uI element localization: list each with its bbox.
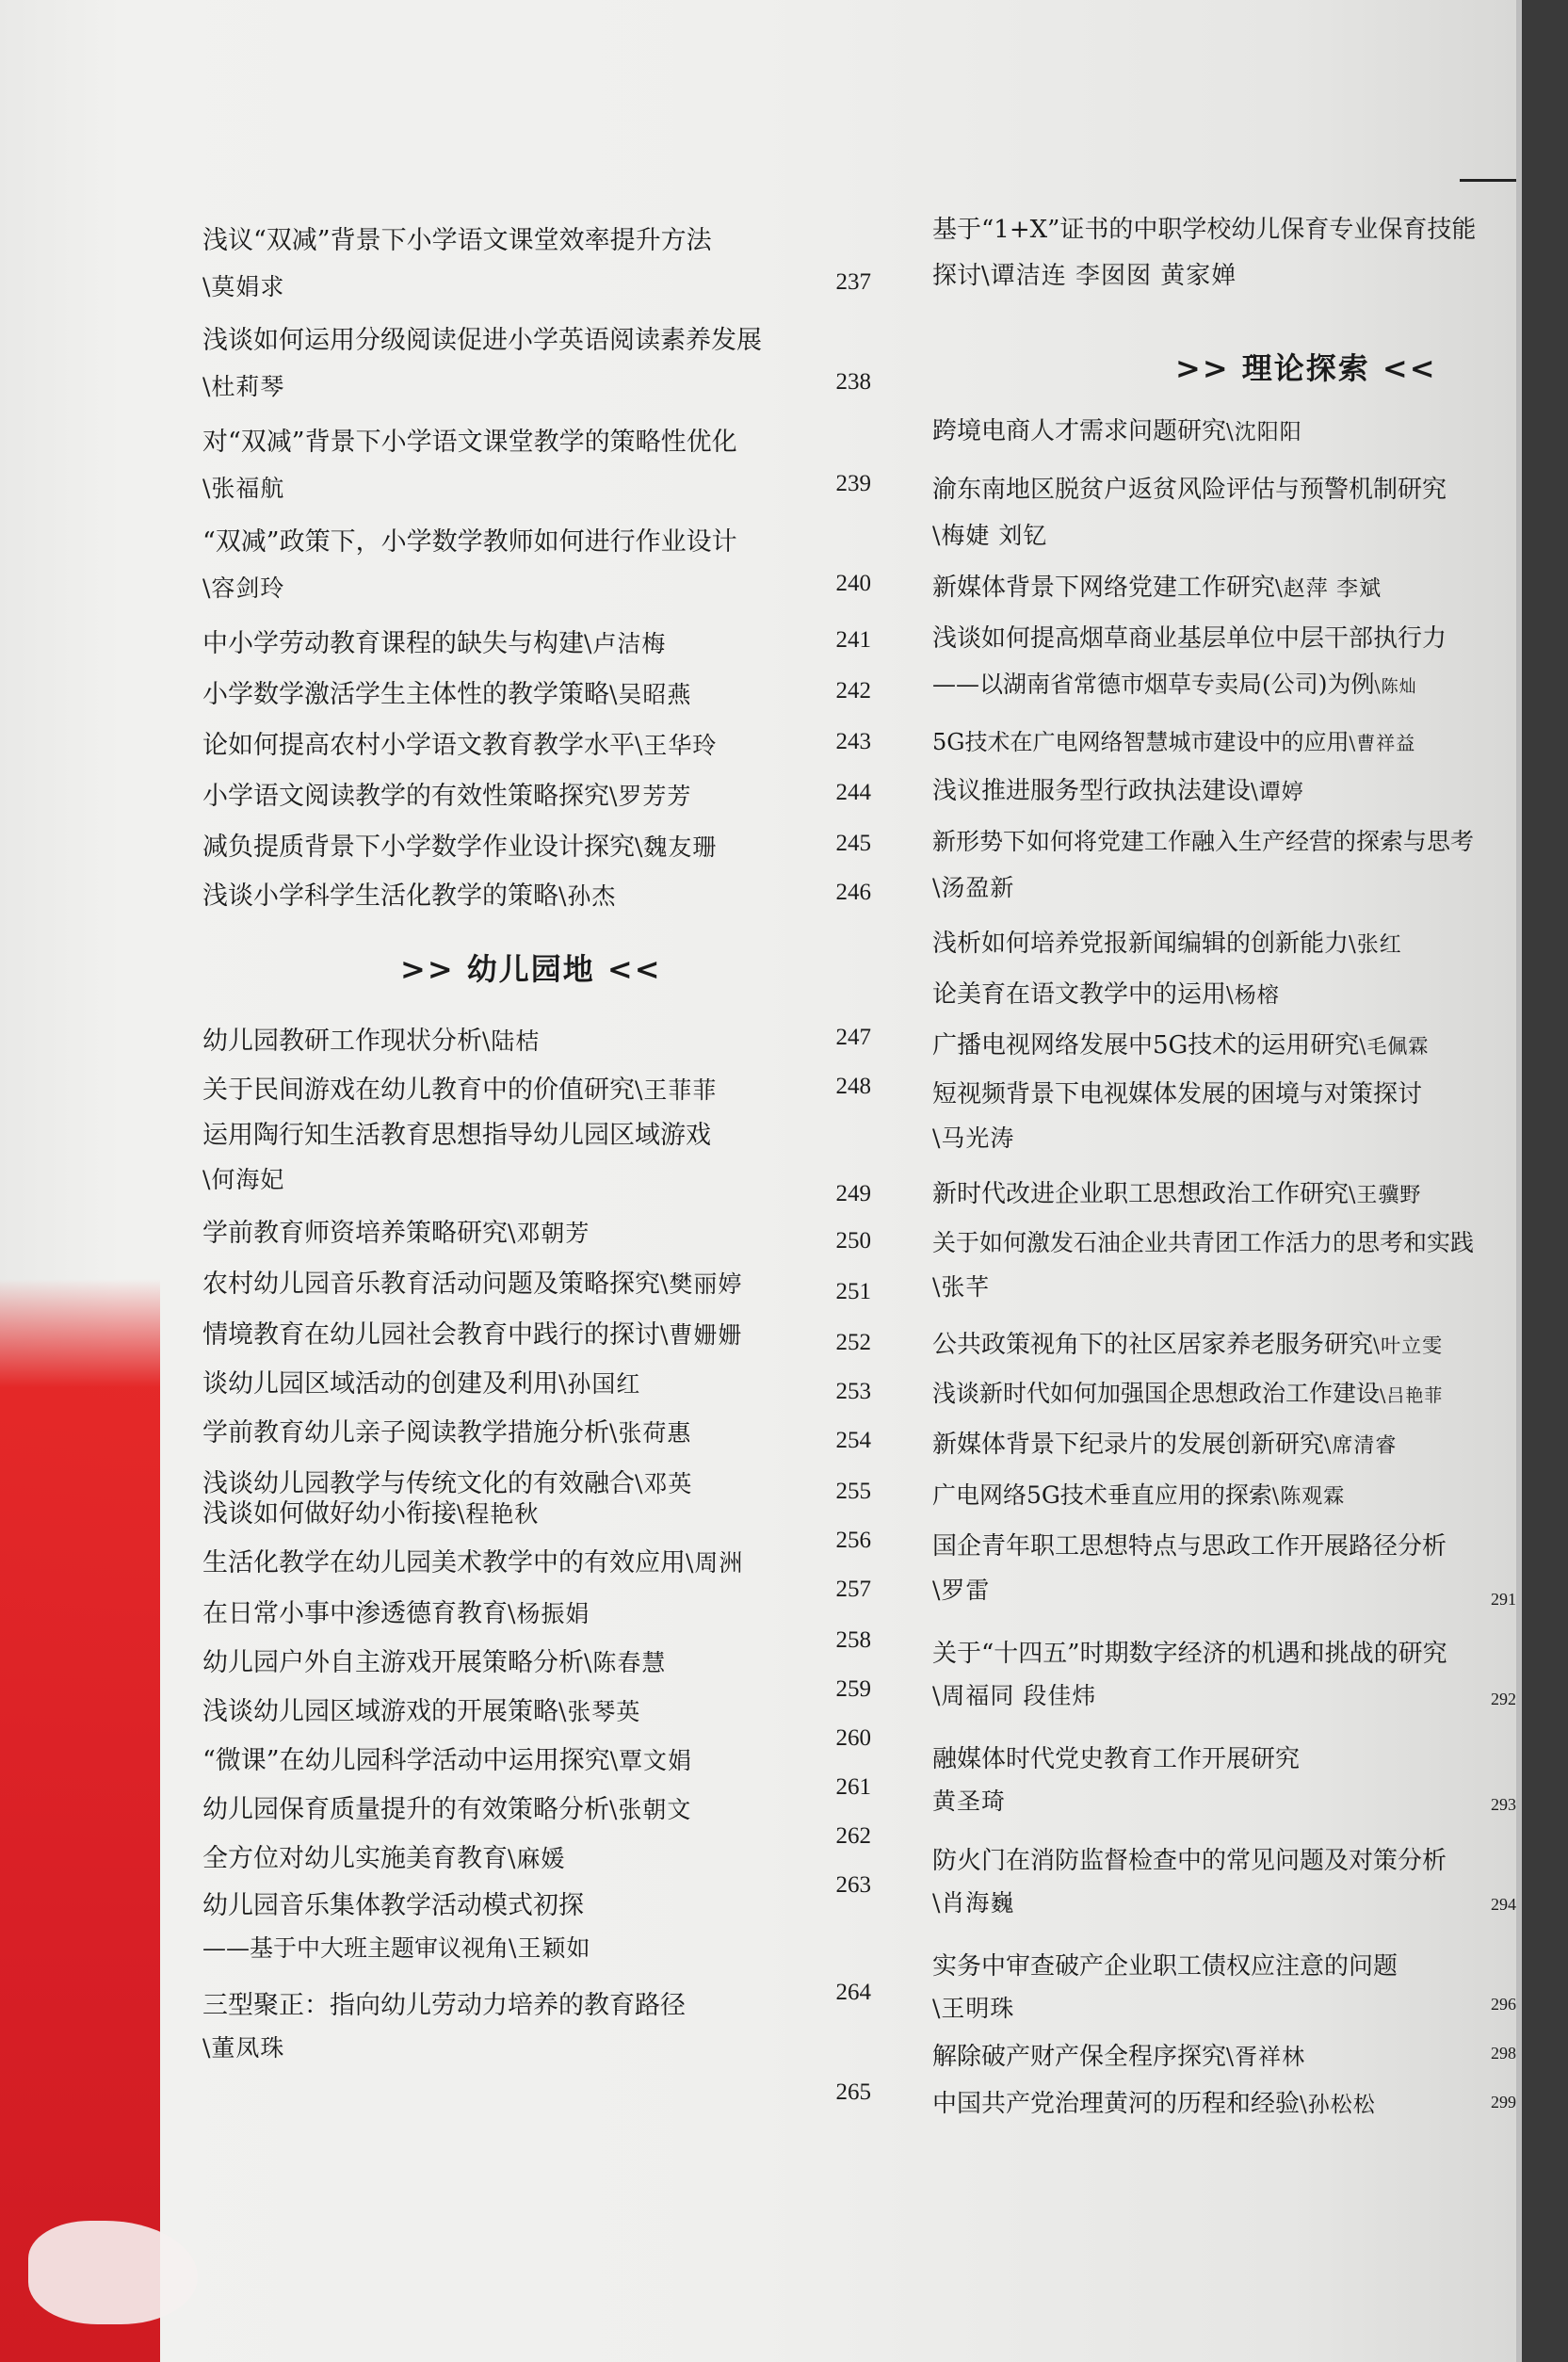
toc-entry[interactable] (202, 1989, 899, 2105)
toc-entry[interactable] (932, 1028, 1516, 1062)
entry-page: 299 (1491, 2093, 1516, 2111)
toc-entry[interactable] (202, 1545, 899, 1602)
entry-author: \周洲 (686, 1549, 744, 1577)
entry-page: 252 (835, 1330, 871, 1355)
toc-entry[interactable] (202, 829, 899, 865)
toc-entry[interactable] (202, 1791, 899, 1849)
toc-entry[interactable] (932, 825, 1516, 904)
entry-author: \莫娟求 (202, 273, 285, 300)
entry-author: \杨振娟 (508, 1600, 590, 1627)
entry-title: 新媒体背景下网络党建工作研究 (932, 574, 1276, 602)
toc-entry[interactable] (202, 727, 899, 763)
entry-page: 238 (835, 369, 871, 395)
entry-title: 广播电视网络发展中5G技术的运用研究 (932, 1031, 1360, 1060)
entry-author: \陆桔 (482, 1027, 541, 1055)
entry-page: 255 (835, 1479, 871, 1504)
entry-page: 256 (835, 1528, 871, 1553)
entry-page: 263 (835, 1872, 871, 1898)
entry-subtitle-line: ——基于中大班主题审议视角\王颖如 (202, 1934, 591, 1962)
entry-author: \程艳秋 (457, 1500, 540, 1528)
entry-title: 浅析如何培养党报新闻编辑的创新能力 (932, 930, 1350, 958)
entry-title: 浅谈如何运用分级阅读促进小学英语阅读素养发展 (202, 326, 762, 355)
entry-page: 250 (835, 1228, 871, 1254)
toc-entry[interactable] (202, 1889, 899, 2005)
entry-author: \魏友珊 (635, 833, 718, 861)
entry-page: 265 (835, 2079, 871, 2105)
entry-title: 浅议“双减”背景下小学语文课堂效率提升方法 (202, 226, 712, 255)
toc-entry[interactable] (202, 778, 899, 814)
entry-title: 中国共产党治理黄河的历程和经验 (932, 2090, 1301, 2118)
toc-entry[interactable] (202, 676, 899, 712)
toc-entry[interactable] (202, 625, 899, 661)
entry-title: 实务中审查破产企业职工债权应注意的问题 (932, 1952, 1398, 1981)
entry-page: 243 (835, 729, 871, 754)
entry-subtitle-line: ——以湖南省常德市烟草专卖局(公司)为例\陈灿 (932, 671, 1417, 698)
entry-title: 幼儿园户外自主游戏开展策略分析 (202, 1648, 584, 1677)
entry-author: \沈阳阳 (1226, 420, 1302, 445)
entry-author: \吕艳菲 (1380, 1385, 1444, 1406)
toc-entry[interactable] (932, 1742, 1516, 1818)
entry-author: \王明珠 (932, 1995, 1015, 2022)
entry-page: 240 (835, 571, 871, 596)
entry-title: 学前教育师资培养策略研究 (202, 1219, 508, 1248)
entry-author: \马光涛 (932, 1124, 1015, 1152)
toc-entry[interactable] (202, 1693, 899, 1751)
entry-page: 244 (835, 780, 871, 805)
entry-title: 短视频背景下电视媒体发展的困境与对策探讨 (932, 1080, 1423, 1108)
entry-title: 浅谈如何做好幼小衔接 (202, 1499, 457, 1529)
entry-title: “微课”在幼儿园科学活动中运用探究 (202, 1746, 610, 1775)
toc-entry[interactable] (202, 878, 899, 914)
entry-author: \麻媛 (508, 1845, 566, 1872)
entry-author: \梅婕 刘钇 (932, 522, 1048, 549)
entry-author: \邓朝芳 (508, 1220, 590, 1247)
entry-author: \汤盈新 (932, 874, 1015, 901)
toc-entry[interactable] (202, 1644, 899, 1702)
entry-page: 293 (1491, 1795, 1516, 1814)
toc-entry[interactable] (932, 1177, 1516, 1211)
entry-author: \王菲菲 (635, 1076, 718, 1104)
toc-entry[interactable] (932, 978, 1516, 1011)
toc-entry[interactable] (202, 1119, 899, 1206)
entry-author: \王华玲 (635, 732, 718, 759)
entry-page: 253 (835, 1379, 871, 1404)
entry-title: 广电网络5G技术垂直应用的探索 (932, 1481, 1272, 1509)
entry-author: \张琴英 (558, 1698, 641, 1725)
entry-page: 261 (835, 1774, 871, 1800)
toc-entry[interactable] (932, 1949, 1516, 2025)
entry-title: 幼儿园音乐集体教学活动模式初探 (202, 1891, 584, 1920)
entry-title: 三型聚正：指向幼儿劳动力培养的教育路径 (202, 1991, 686, 2020)
entry-title: 浅谈如何提高烟草商业基层单位中层干部执行力 (932, 624, 1447, 653)
entry-author: \容剑玲 (202, 574, 285, 602)
entry-author: \樊丽婷 (660, 1270, 743, 1298)
toc-entry[interactable] (932, 1529, 1516, 1607)
entry-title: 国企青年职工思想特点与思政工作开展路径分析 (932, 1532, 1447, 1561)
entry-title: 减负提质背景下小学数学作业设计探究 (202, 833, 635, 862)
entry-title: 浅谈小学科学生活化教学的策略 (202, 882, 558, 911)
entry-page: 291 (1491, 1590, 1516, 1609)
entry-author: \孙松松 (1300, 2093, 1376, 2117)
entry-title: 小学语文阅读教学的有效性策略探究 (202, 782, 609, 811)
entry-title: 5G技术在广电网络智慧城市建设中的应用 (932, 729, 1350, 755)
entry-page: 239 (835, 471, 871, 496)
toc-entry[interactable] (932, 1479, 1516, 1513)
toc-entry[interactable] (932, 2087, 1516, 2121)
entry-author: 探讨\谭洁连 李囡囡 黄家婵 (932, 262, 1237, 290)
toc-entry[interactable] (202, 526, 899, 605)
toc-entry[interactable] (202, 224, 899, 303)
entry-title: 防火门在消防监督检查中的常见问题及对策分析 (932, 1847, 1447, 1875)
entry-author: \张芊 (932, 1273, 991, 1301)
entry-author: \杨榕 (1226, 983, 1280, 1008)
toc-entry[interactable] (932, 725, 1516, 759)
section-heading-theory: >> 理论探索 << (1175, 350, 1437, 386)
entry-author: \肖海巍 (932, 1889, 1015, 1917)
toc-entry[interactable] (932, 1377, 1516, 1411)
entry-author: \周福同 段佳炜 (932, 1682, 1097, 1709)
toc-entry[interactable] (932, 571, 1516, 605)
entry-title: 情境教育在幼儿园社会教育中践行的探讨 (202, 1320, 660, 1350)
entry-page: 245 (835, 831, 871, 856)
entry-author: \张福航 (202, 475, 285, 502)
entry-title: 跨境电商人才需求问题研究 (932, 417, 1227, 445)
entry-title: 学前教育幼儿亲子阅读教学措施分析 (202, 1418, 609, 1448)
entry-title: 新媒体背景下纪录片的发展创新研究 (932, 1431, 1325, 1459)
entry-page: 294 (1491, 1895, 1516, 1914)
entry-title: 幼儿园教研工作现状分析 (202, 1027, 482, 1056)
entry-title: 新形势下如何将党建工作融入生产经营的探索与思考 (932, 828, 1475, 855)
entry-title: 全方位对幼儿实施美育教育 (202, 1844, 508, 1873)
entry-author: \席清睿 (1324, 1434, 1398, 1458)
toc-entry[interactable] (202, 1266, 899, 1302)
entry-author: \何海妃 (202, 1166, 285, 1193)
entry-author: \曹姗姗 (660, 1321, 743, 1349)
entry-page: 292 (1491, 1690, 1516, 1708)
entry-title: 关于“十四五”时期数字经济的机遇和挑战的研究 (932, 1640, 1447, 1668)
entry-title: 生活化教学在幼儿园美术教学中的有效应用 (202, 1548, 686, 1577)
toc-entry[interactable] (932, 1844, 1516, 1919)
entry-page: 247 (835, 1025, 871, 1050)
entry-author: \孙国红 (558, 1370, 641, 1398)
entry-author: \孙杰 (558, 882, 617, 910)
toc-entry[interactable] (202, 1742, 899, 1800)
entry-author: \张红 (1349, 932, 1402, 957)
entry-page: 258 (835, 1627, 871, 1653)
entry-title: 论如何提高农村小学语文教育教学水平 (202, 731, 635, 760)
entry-page: 246 (835, 880, 871, 905)
entry-author: \毛佩霖 (1359, 1035, 1430, 1058)
entry-author: \杜莉琴 (202, 373, 285, 400)
entry-page: 257 (835, 1577, 871, 1602)
entry-author: \张朝文 (609, 1796, 692, 1823)
entry-author: \胥祥林 (1226, 2044, 1306, 2070)
entry-title: 关于如何激发石油企业共青团工作活力的思考和实践 (932, 1229, 1475, 1256)
entry-page: 242 (835, 678, 871, 704)
entry-author: \王骥野 (1349, 1184, 1422, 1207)
entry-page: 264 (835, 1980, 871, 2005)
entry-page: 259 (835, 1676, 871, 1702)
left-column (202, 0, 899, 2362)
entry-title: 中小学劳动教育课程的缺失与构建 (202, 629, 584, 658)
entry-title: 新时代改进企业职工思想政治工作研究 (932, 1180, 1350, 1208)
entry-author: \谭婷 (1251, 780, 1304, 804)
entry-title: 浅谈幼儿园教学与传统文化的有效融合 (202, 1469, 635, 1498)
entry-page: 298 (1491, 2044, 1516, 2063)
entry-title: 在日常小事中渗透德育教育 (202, 1599, 508, 1628)
entry-page: 254 (835, 1428, 871, 1453)
toc-entry[interactable] (202, 1496, 899, 1553)
entry-author: 黄圣琦 (932, 1788, 1007, 1815)
entry-title: 解除破产财产保全程序探究 (932, 2043, 1227, 2071)
entry-title: 基于“1+X”证书的中职学校幼儿保育专业保育技能 (932, 216, 1477, 244)
entry-title: 公共政策视角下的社区居家养老服务研究 (932, 1331, 1374, 1359)
toc-entry[interactable] (202, 1072, 899, 1108)
right-column (932, 0, 1516, 2362)
toc-entry[interactable] (202, 1840, 899, 1898)
entry-title: 对“双减”背景下小学语文课堂教学的策略性优化 (202, 428, 737, 457)
toc-entry[interactable] (932, 473, 1516, 552)
toc-entry[interactable] (202, 426, 899, 505)
entry-author: \吴昭燕 (609, 681, 692, 708)
section-heading-kindergarten: >> 幼儿园地 << (400, 951, 662, 987)
entry-page: 262 (835, 1823, 871, 1849)
toc-entry[interactable] (932, 213, 1516, 292)
toc-entry[interactable] (202, 324, 899, 403)
entry-title: 谈幼儿园区域活动的创建及利用 (202, 1369, 558, 1399)
toc-entry[interactable] (932, 1428, 1516, 1462)
entry-title: 浅议推进服务型行政执法建设 (932, 777, 1252, 805)
entry-title: 融媒体时代党史教育工作开展研究 (932, 1745, 1301, 1773)
entry-title: 浅谈幼儿园区域游戏的开展策略 (202, 1697, 558, 1726)
entry-author: \赵萍 李斌 (1275, 576, 1382, 601)
entry-author: \董凤珠 (202, 2034, 285, 2062)
entry-title: “双减”政策下，小学数学教师如何进行作业设计 (202, 527, 737, 557)
entry-page: 296 (1491, 1995, 1516, 2014)
toc-entry[interactable] (202, 1023, 899, 1059)
entry-author: \张荷惠 (609, 1419, 692, 1447)
toc-entry[interactable] (932, 774, 1516, 808)
entry-title: 幼儿园保育质量提升的有效策略分析 (202, 1795, 609, 1824)
entry-page: 241 (835, 627, 871, 653)
toc-entry[interactable] (932, 927, 1516, 961)
entry-title: 农村幼儿园音乐教育活动问题及策略探究 (202, 1270, 660, 1299)
entry-author: \卢洁梅 (584, 630, 667, 657)
entry-author: \陈春慧 (584, 1649, 667, 1676)
toc-entry[interactable] (932, 1637, 1516, 1712)
entry-author: \罗芳芳 (609, 783, 692, 810)
entry-page: 251 (835, 1279, 871, 1304)
entry-title: 渝东南地区脱贫户返贫风险评估与预警机制研究 (932, 476, 1447, 504)
toc-entry[interactable] (932, 622, 1516, 704)
entry-page: 237 (835, 269, 871, 295)
entry-author: \叶立雯 (1373, 1335, 1444, 1357)
red-stain (0, 1279, 160, 2362)
toc-entry[interactable] (932, 1226, 1516, 1303)
toc-entry[interactable] (932, 1077, 1516, 1155)
entry-author: \陈观霖 (1271, 1485, 1346, 1509)
toc-entry[interactable] (932, 1328, 1516, 1362)
toc-entry[interactable] (202, 1415, 899, 1453)
toc-entry[interactable] (202, 1215, 899, 1254)
entry-author: \曹祥益 (1349, 732, 1416, 754)
entry-title: 小学数学激活学生主体性的教学策略 (202, 680, 609, 709)
toc-entry[interactable] (202, 1595, 899, 1653)
toc-entry[interactable] (202, 1317, 899, 1355)
entry-title: 浅谈新时代如何加强国企思想政治工作建设 (932, 1380, 1381, 1407)
entry-author: \覃文娟 (609, 1747, 693, 1774)
entry-title: 关于民间游戏在幼儿教育中的价值研究 (202, 1076, 635, 1105)
entry-page: 260 (835, 1725, 871, 1751)
entry-author: \邓英 (635, 1470, 693, 1497)
toc-entry[interactable] (932, 2038, 1516, 2074)
entry-title: 运用陶行知生活教育思想指导幼儿园区域游戏 (202, 1121, 711, 1150)
entry-title: 论美育在语文教学中的运用 (932, 980, 1227, 1009)
entry-author: \罗雷 (932, 1577, 991, 1604)
entry-page: 249 (835, 1181, 871, 1206)
toc-entry[interactable] (202, 1366, 899, 1404)
toc-entry[interactable] (932, 414, 1516, 448)
entry-page: 248 (835, 1074, 871, 1099)
